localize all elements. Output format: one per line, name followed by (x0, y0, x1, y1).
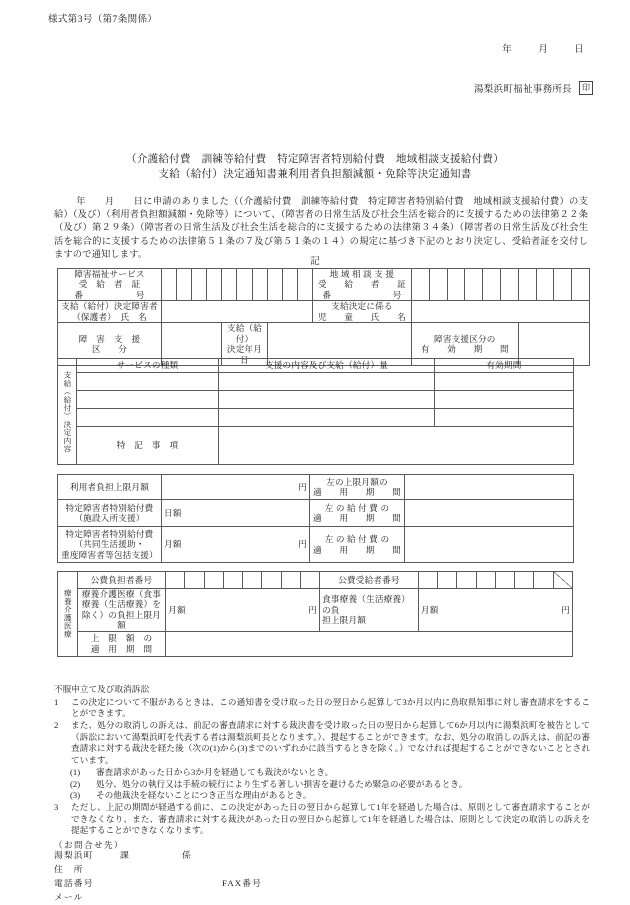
service-type-value[interactable] (77, 391, 219, 409)
decision-person-value[interactable] (162, 301, 313, 323)
table-row-user-cap (58, 475, 574, 500)
support-content-value[interactable] (219, 391, 435, 409)
public-recipient-digit-blank[interactable] (553, 572, 572, 589)
valid-term-value[interactable] (435, 409, 574, 427)
table-row-special-benefit-group (58, 527, 574, 563)
benefit-caps-table (57, 474, 574, 563)
contact-heading: （お問合せ先） (54, 839, 124, 850)
valid-term-value[interactable] (435, 373, 574, 391)
regional-cert-digit[interactable] (483, 269, 501, 301)
service-cert-digit[interactable] (237, 269, 252, 301)
service-cert-digit[interactable] (162, 269, 177, 301)
public-payer-digit[interactable] (300, 572, 319, 589)
appeal-item-text: この決定について不服があるときは、この通知書を受け取った日の翌日から起算して3か月以内に鳥取県知事に対し審査請求をすることができます。 (71, 696, 590, 719)
vertical-label-decision-content: 支給（給付）決定内容 (58, 359, 77, 465)
issuer-name: 湯梨浜町福祉事務所長 (473, 85, 572, 95)
label-category-valid-period: 障害支援区分の 有 効 期 間 (411, 323, 518, 366)
contact-fax-label: FAX番号 (222, 877, 263, 888)
benefit-period-group-value[interactable] (405, 527, 574, 563)
service-cert-digit[interactable] (252, 269, 267, 301)
table-row-service-3 (58, 409, 574, 427)
table-row-names (58, 301, 590, 323)
contact-division: 課 (120, 850, 130, 860)
seal-icon: 印 (579, 81, 593, 95)
label-special-benefit-group: 特定障害者特別給付費 （共同生活援助・ 重度障害者等包括支援） (58, 527, 162, 563)
benefit-period-facility-value[interactable] (405, 500, 574, 527)
service-cert-digit[interactable] (222, 269, 237, 301)
appeal-notice-subitem (70, 779, 590, 791)
date-month-label: 月 (538, 45, 549, 55)
public-payer-digit[interactable] (204, 572, 223, 589)
regional-cert-digit[interactable] (554, 269, 572, 301)
label-decision-person: 支給（給付）決定障害者 （保護者） 氏 名 (58, 301, 162, 323)
support-content-value[interactable] (219, 409, 435, 427)
col-header-support-content: 支援の内容及び支給（給付）量 (219, 359, 435, 373)
appeal-notice-subitem (70, 767, 590, 779)
public-recipient-digit[interactable] (438, 572, 457, 589)
appeal-subitem-number: (3) (70, 790, 81, 801)
contact-row-tel (54, 877, 262, 891)
table-row-service-1 (58, 373, 574, 391)
appeal-subitem-text: その他裁決を経ないことにつき正当な理由があるとき。 (96, 790, 312, 801)
appeal-notice-item (54, 802, 590, 837)
contact-address-label: 住 所 (54, 863, 84, 874)
service-cert-digit[interactable] (282, 269, 297, 301)
table-row-content-headers (58, 359, 574, 373)
col-header-valid-term: 有効期間 (435, 359, 574, 373)
service-cert-digit[interactable] (192, 269, 207, 301)
regional-cert-digit[interactable] (518, 269, 536, 301)
regional-cert-digit[interactable] (465, 269, 483, 301)
vertical-label-medical-care: 療養介護医療 (58, 572, 78, 657)
public-recipient-digit[interactable] (534, 572, 553, 589)
public-recipient-digit[interactable] (476, 572, 495, 589)
date-year-label: 年 (502, 45, 513, 55)
service-type-value[interactable] (77, 409, 219, 427)
label-service-cert: 障害福祉サービス 受 給 者 証 番 号 (58, 269, 162, 301)
public-payer-digit[interactable] (243, 572, 262, 589)
public-recipient-digit[interactable] (457, 572, 476, 589)
table-row-special-notes (58, 427, 574, 465)
ki-marker: 記 (310, 257, 320, 267)
public-recipient-digit[interactable] (515, 572, 534, 589)
service-cert-digit[interactable] (177, 269, 192, 301)
table-row-public-numbers (58, 572, 573, 589)
contact-section: 係 (182, 850, 192, 860)
date-day-label: 日 (574, 45, 584, 55)
public-payer-digit[interactable] (262, 572, 281, 589)
service-cert-digit[interactable] (297, 269, 312, 301)
appeal-notice-subitem (70, 790, 590, 802)
label-cap-period: 左の上限月額の 適 用 期 間 (310, 475, 405, 500)
title-line-1: （介護給付費 訓練等給付費 特定障害者特別給付費 地域相談支援給付費） (126, 154, 504, 165)
user-cap-value[interactable]: 円 (162, 475, 310, 500)
table-row-service-2 (58, 391, 574, 409)
label-regional-cert: 地 域 相 談 支 援 受 給 者 証 番 号 (312, 269, 411, 301)
label-special-notes: 特 記 事 項 (77, 427, 219, 465)
regional-cert-digit[interactable] (572, 269, 590, 301)
public-payer-digit[interactable] (166, 572, 185, 589)
regional-cert-digit[interactable] (447, 269, 465, 301)
appeal-item-text: また、処分の取消しの訴えは、前記の審査請求に対する裁決書を受け取った日の翌日から起算して6か月以内に湯梨浜町を被告として（訴訟において湯梨浜町を代表する者は湯梨浜町長となります。）、提起することができます。なお、処分の取消しの訴えは、前記の審査請求に対する裁決を経た後（次の(1)から(3)までのいずれかに該当するときを除く。）でなければ提起することができないこととされています。 (71, 720, 590, 766)
label-benefit-period-group: 左 の 給 付 費 の 適 用 期 間 (310, 527, 405, 563)
special-benefit-facility-value[interactable]: 日額 (162, 500, 310, 527)
contact-row-mail (54, 891, 262, 905)
valid-term-value[interactable] (435, 391, 574, 409)
special-benefit-group-value[interactable]: 月額 円 (162, 527, 310, 563)
label-meal-cap: 食事療養（生活療養）の負 担上限月額 (320, 589, 419, 632)
contact-tel-label: 電話番号 (54, 877, 94, 888)
decision-content-table (57, 358, 574, 465)
support-content-value[interactable] (219, 373, 435, 391)
public-payer-digit[interactable] (185, 572, 204, 589)
contact-mail-label: メール (54, 891, 84, 902)
regional-cert-digit[interactable] (500, 269, 518, 301)
label-user-cap: 利用者負担上限月額 (58, 475, 162, 500)
label-child-name: 支給決定に係る 児 童 氏 名 (312, 301, 411, 323)
table-row-limit-period (58, 631, 573, 656)
label-public-recipient-no: 公費受給者番号 (320, 572, 419, 589)
child-name-value[interactable] (411, 301, 589, 323)
appeal-item-text: ただし、上記の期間が経過する前に、この決定があった日の翌日から起算して1年を経過した場合は、原則として審査請求することができなくなり、また、審査請求に対する裁決があった日の翌日から起算して1年を経過した場合は、原則として決定の取消しの訴えを提起することができなくなります。 (71, 801, 590, 836)
contact-row-town (54, 849, 262, 863)
appeal-notice-item (54, 697, 590, 720)
appeal-subitem-number: (2) (70, 778, 81, 789)
contact-row-address (54, 863, 262, 877)
appeal-notice-heading: 不服申立て及び取消訴訟 (54, 684, 150, 694)
label-medical-cap: 療養介護医療（食事 療養（生活療養）を 除く）の負担上限月 額 (77, 589, 165, 632)
limit-period-value[interactable] (166, 631, 573, 656)
table-row-special-benefit-facility (58, 500, 574, 527)
label-benefit-period-facility: 左 の 給 付 費 の 適 用 期 間 (310, 500, 405, 527)
service-cert-digit[interactable] (207, 269, 222, 301)
service-cert-digit[interactable] (267, 269, 282, 301)
appeal-notice-item (54, 720, 590, 767)
public-recipient-digit[interactable] (495, 572, 514, 589)
appeal-item-number: 1 (54, 696, 59, 707)
appeal-subitem-text: 審査請求があった日から3か月を経過しても裁決がないとき。 (96, 766, 334, 777)
cap-period-value[interactable] (405, 475, 574, 500)
notice-paragraph-text: 年 月 日に申請のありました（（介護給付費 訓練等給付費 特定障害者特別給付費 地域相談支援給付費）の支給）（及び）（利用者負担額減額・免除等）について、（障害者の日常生活及び社会生活を総合的に支援するための法律第２２条（及び）第２９条）（障害者の日常生活及び社会生活を総合的に支援するための法律第３４条）（障害者の日常生活及び社会生活を総合的に支援するための法律第５１条の７及び第５１条の１４）の規定に基づき下記のとおり決定し、受給者証を交付しますので通知します。 (54, 197, 588, 260)
title-line-2: 支給（給付）決定通知書兼利用者負担額減額・免除等決定通知書 (158, 169, 472, 181)
label-special-benefit-facility: 特定障害者特別給付費 （施設入所支援） (58, 500, 162, 527)
meal-cap-value[interactable]: 月額 円 (418, 589, 572, 632)
public-payer-digit[interactable] (281, 572, 300, 589)
label-public-payer-no: 公費負担者番号 (77, 572, 165, 589)
regional-cert-digit[interactable] (411, 269, 429, 301)
contact-town: 湯梨浜町 (54, 850, 94, 860)
document-title (0, 152, 630, 182)
appeal-subitem-text: 処分、処分の執行又は手続の続行により生ずる著しい損害を避けるため緊急の必要があるとき。 (96, 778, 468, 789)
appeal-notice (54, 684, 590, 852)
recipient-info-table (57, 268, 590, 366)
form-number: 様式第3号（第7条関係） (48, 15, 158, 25)
label-limit-period: 上 限 額 の 適 用 期 間 (77, 631, 165, 656)
table-row-medical-caps (58, 589, 573, 632)
label-decision-date: 支給（給付） 決定年月日 (222, 323, 267, 366)
medical-cap-value[interactable]: 月額 円 (166, 589, 320, 632)
date-line (502, 41, 584, 55)
contact-block (54, 849, 262, 905)
public-payer-digit[interactable] (223, 572, 242, 589)
appeal-subitem-number: (1) (70, 766, 81, 777)
label-disability-category: 障 害 支 援 区 分 (58, 323, 162, 366)
issuer-line (474, 81, 593, 95)
col-header-service-type: サービスの種類 (77, 359, 219, 373)
appeal-item-number: 2 (54, 720, 59, 731)
table-row-cert-numbers (58, 269, 590, 301)
appeal-item-number: 3 (54, 801, 59, 812)
regional-cert-digit[interactable] (429, 269, 447, 301)
special-notes-value[interactable] (219, 427, 574, 465)
service-type-value[interactable] (77, 373, 219, 391)
regional-cert-digit[interactable] (536, 269, 554, 301)
medical-care-table (57, 571, 573, 657)
public-recipient-digit[interactable] (418, 572, 437, 589)
